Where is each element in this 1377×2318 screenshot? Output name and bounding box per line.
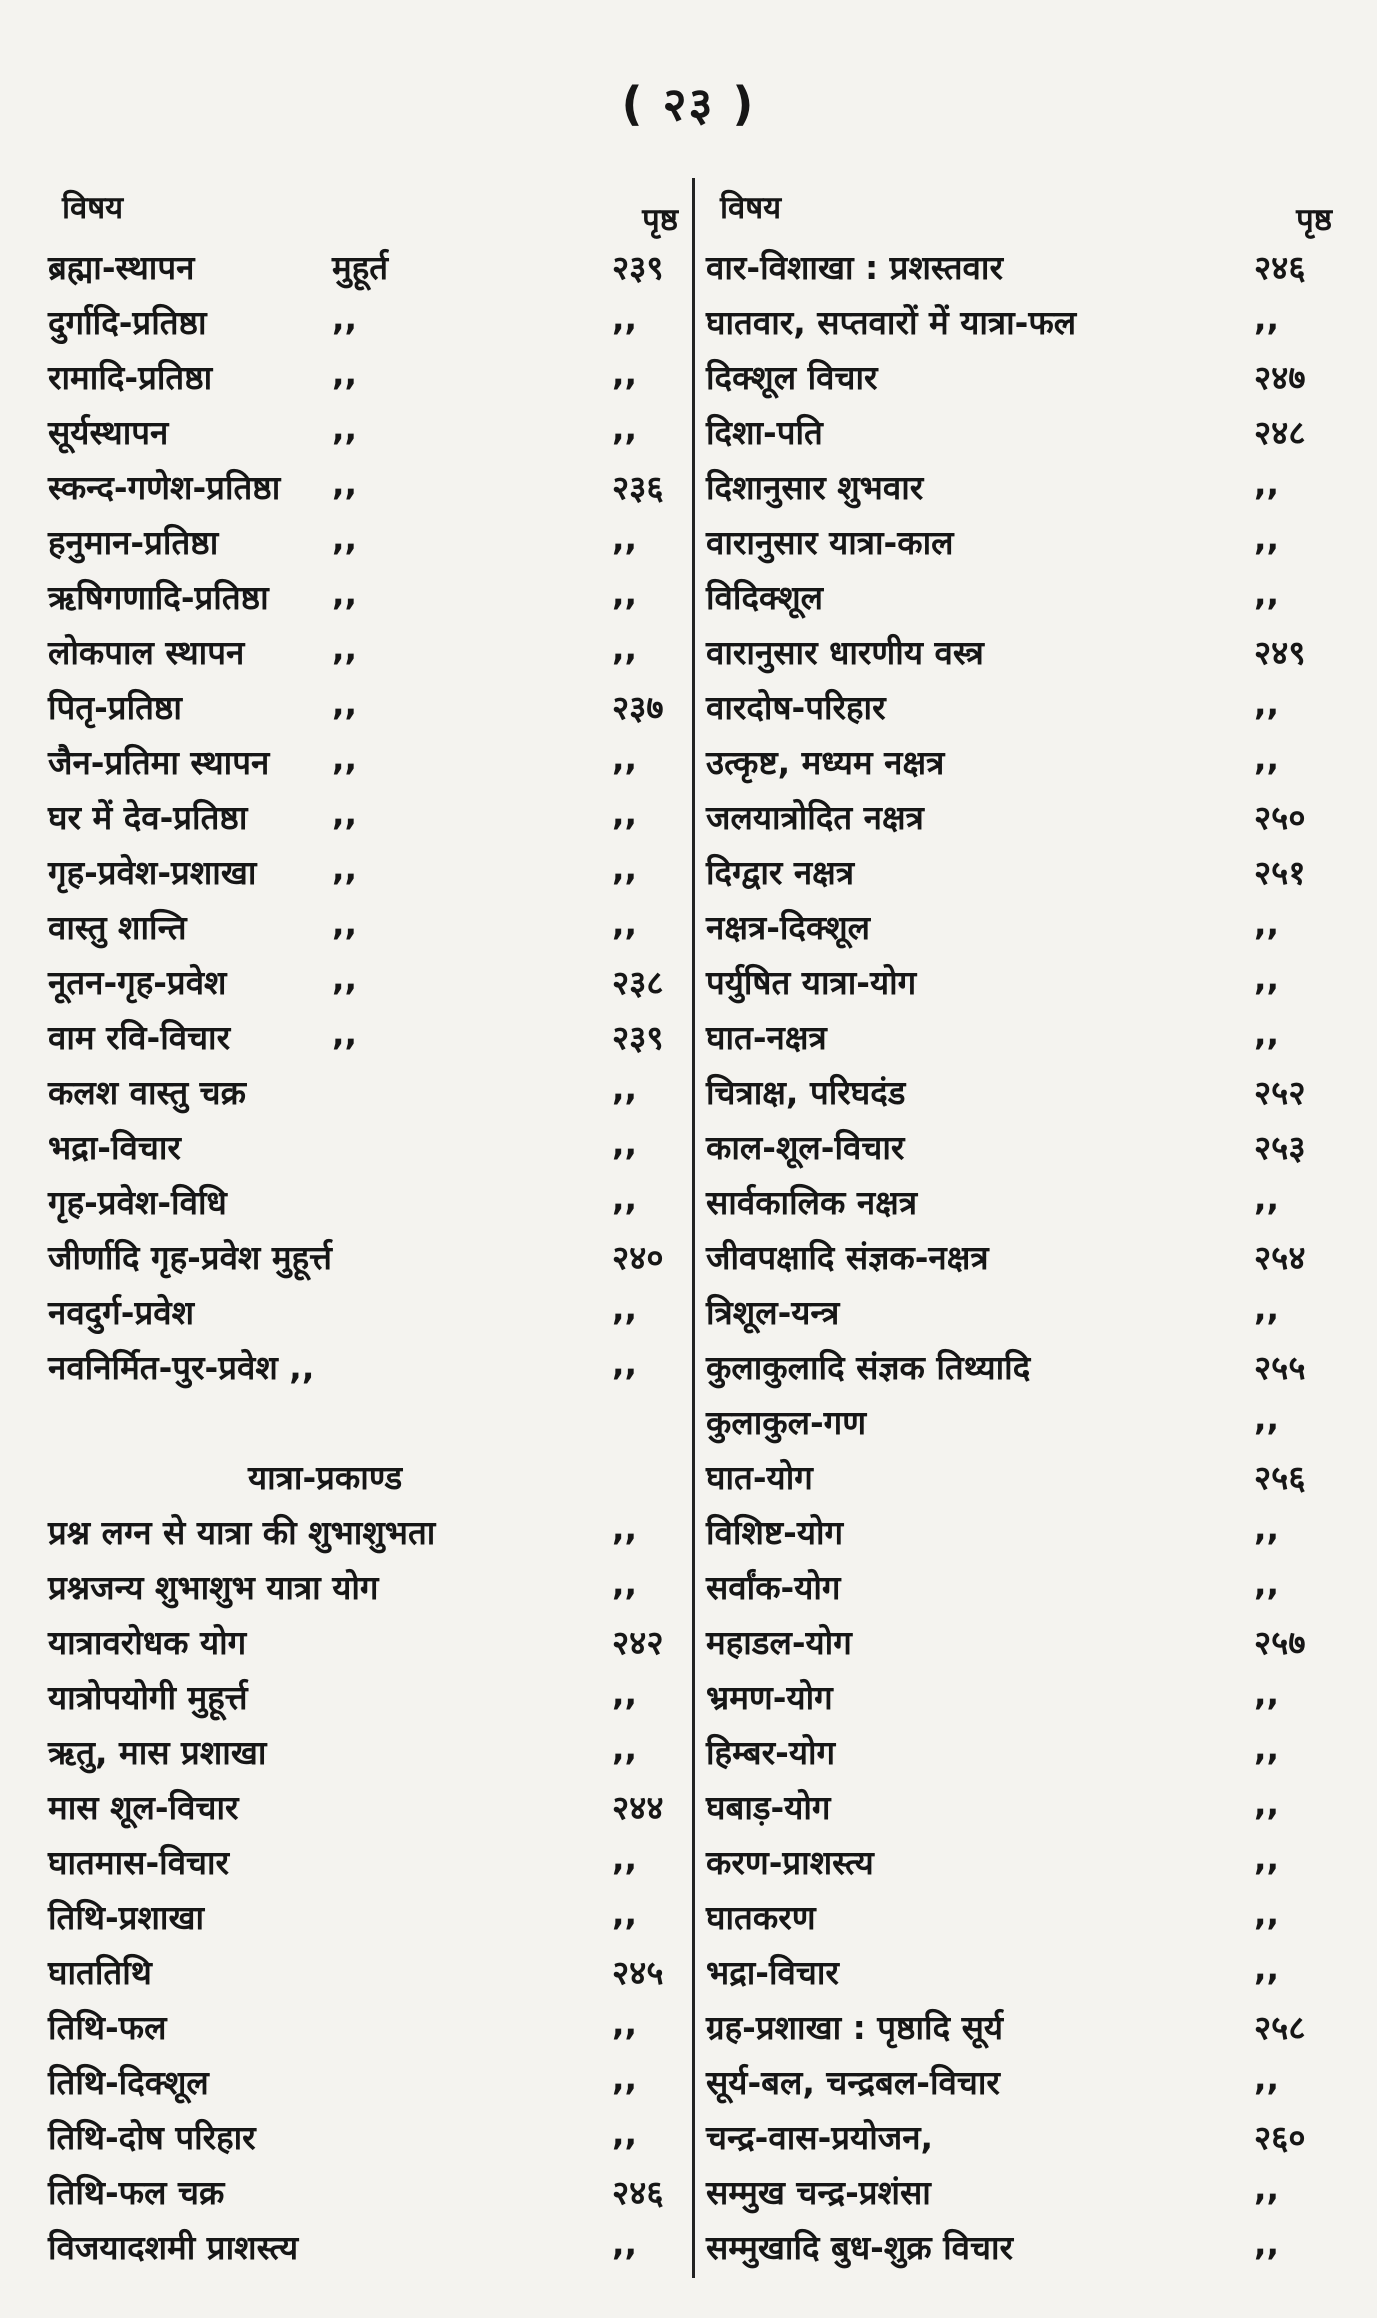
toc-entry: [706, 1173, 1334, 1228]
entry-page: ,,: [1254, 1674, 1280, 1713]
entry-page: ,,: [612, 2004, 638, 2043]
entry-page: २४६: [1254, 248, 1306, 287]
entry-title: सम्मुख चन्द्र-प्रशंसा: [706, 2173, 931, 2212]
toc-entry: [48, 348, 680, 403]
entry-page: ,,: [612, 1729, 638, 1768]
entry-title: हनुमान-प्रतिष्ठा: [48, 523, 219, 562]
toc-entry: [706, 1558, 1334, 1613]
entry-title: विदिक्शूल: [706, 578, 824, 617]
entry-title: तिथि-फल चक्र: [48, 2173, 225, 2212]
entry-ditto: ,,: [332, 464, 358, 503]
entry-page: ,,: [612, 2059, 638, 2098]
entry-title: जलयात्रोदित नक्षत्र: [706, 798, 924, 837]
entry-title: प्रश्नजन्य शुभाशुभ यात्रा योग: [48, 1568, 379, 1607]
entry-ditto: ,,: [332, 354, 358, 393]
entry-page: ,,: [1254, 1509, 1280, 1548]
toc-entry: [706, 1228, 1334, 1283]
toc-entry: [706, 1778, 1334, 1833]
entry-page: ,,: [612, 1674, 638, 1713]
toc-entry: [706, 2053, 1334, 2108]
entry-page: ,,: [612, 574, 638, 613]
toc-entry: [706, 2218, 1334, 2273]
entry-title: भ्रमण-योग: [706, 1678, 833, 1717]
entry-page: ,,: [612, 409, 638, 448]
entry-page: २५०: [1254, 798, 1306, 837]
toc-entry: [48, 403, 680, 458]
entry-title: दिग्द्वार नक्षत्र: [706, 853, 855, 892]
toc-entry: [706, 733, 1334, 788]
toc-entry: [48, 1613, 680, 1668]
entry-page: ,,: [1254, 684, 1280, 723]
entry-title: वास्तु शान्ति: [48, 908, 187, 947]
entry-title: भद्रा-विचार: [706, 1953, 839, 1992]
toc-entry: [48, 1998, 680, 2053]
toc-entry: [48, 1008, 680, 1063]
right-entries: [706, 238, 1334, 2273]
entry-title: घात-योग: [706, 1458, 813, 1497]
toc-entry: [706, 1723, 1334, 1778]
toc-entry: [48, 1228, 680, 1283]
toc-entry: [48, 953, 680, 1008]
entry-ditto: ,,: [332, 299, 358, 338]
entry-title: दिशा-पति: [706, 413, 823, 452]
right-column: [706, 178, 1334, 2273]
entry-page: २४८: [1254, 413, 1306, 452]
column-divider: [692, 178, 695, 2278]
entry-page: ,,: [612, 1069, 638, 1108]
entry-title: नवदुर्ग-प्रवेश: [48, 1293, 195, 1332]
entry-page: ,,: [612, 1894, 638, 1933]
page-header: पृष्ठ: [642, 202, 678, 238]
entry-title: घातकरण: [706, 1898, 816, 1937]
toc-entry: [48, 238, 680, 293]
entry-page: ,,: [1254, 2169, 1280, 2208]
entry-title: सम्मुखादि बुध-शुक्र विचार: [706, 2228, 1014, 2267]
toc-entry: [48, 1283, 680, 1338]
entry-title: वारानुसार धारणीय वस्त्र: [706, 633, 984, 672]
toc-entry: [48, 1338, 680, 1393]
entry-page: ,,: [612, 2114, 638, 2153]
entry-title: चित्राक्ष, परिघदंड: [706, 1073, 906, 1112]
entry-page: ,,: [1254, 1784, 1280, 1823]
entry-page: ,,: [1254, 1179, 1280, 1218]
entry-page: ,,: [1254, 1289, 1280, 1328]
entry-title: घबाड़-योग: [706, 1788, 831, 1827]
toc-entry: [706, 348, 1334, 403]
toc-entry: [706, 1943, 1334, 1998]
entry-ditto: ,,: [332, 1014, 358, 1053]
toc-entry: [706, 403, 1334, 458]
entry-page: २५५: [1254, 1348, 1306, 1387]
entry-ditto: ,,: [332, 849, 358, 888]
entry-page: २५२: [1254, 1073, 1306, 1112]
section-gap: [48, 1393, 680, 1448]
entry-title: गृह-प्रवेश-विधि: [48, 1183, 227, 1222]
entry-page: २३९: [612, 248, 664, 287]
entry-page: ,,: [612, 1564, 638, 1603]
entry-title: जैन-प्रतिमा स्थापन: [48, 743, 270, 782]
entry-page: ,,: [612, 849, 638, 888]
entry-page: ,,: [1254, 959, 1280, 998]
entry-page: २५१: [1254, 853, 1306, 892]
entry-title: लोकपाल स्थापन: [48, 633, 245, 672]
toc-entry: [706, 1008, 1334, 1063]
entry-title: सूर्यस्थापन: [48, 413, 169, 452]
entry-title: वाम रवि-विचार: [48, 1018, 231, 1057]
entry-ditto: ,,: [332, 409, 358, 448]
entry-title: वारानुसार यात्रा-काल: [706, 523, 954, 562]
toc-entry: [48, 1503, 680, 1558]
toc-entry: [706, 458, 1334, 513]
entry-page: ,,: [1254, 2059, 1280, 2098]
entry-title: सर्वांक-योग: [706, 1568, 841, 1607]
entry-title: कुलाकुल-गण: [706, 1403, 867, 1442]
toc-entry: [706, 678, 1334, 733]
entry-title: सूर्य-बल, चन्द्रबल-विचार: [706, 2063, 1000, 2102]
toc-entry: [706, 1063, 1334, 1118]
entry-title: ऋतु, मास प्रशाखा: [48, 1733, 267, 1772]
entry-page: ,,: [1254, 574, 1280, 613]
entry-title: वार-विशाखा : प्रशस्तवार: [706, 248, 1003, 287]
entry-title: ऋषिगणादि-प्रतिष्ठा: [48, 578, 269, 617]
entry-page: २५८: [1254, 2008, 1306, 2047]
toc-entry: [706, 788, 1334, 843]
entry-page: २३७: [612, 688, 664, 727]
toc-entry: [48, 2053, 680, 2108]
entry-title: नूतन-गृह-प्रवेश: [48, 963, 227, 1002]
toc-entry: [706, 238, 1334, 293]
entry-page: २४५: [612, 1953, 664, 1992]
entry-page: ,,: [1254, 1729, 1280, 1768]
entry-title: काल-शूल-विचार: [706, 1128, 905, 1167]
toc-entry: [706, 1668, 1334, 1723]
toc-entry: [48, 513, 680, 568]
toc-entry: [706, 898, 1334, 953]
toc-entry: [48, 1778, 680, 1833]
entry-title: घात-नक्षत्र: [706, 1018, 827, 1057]
toc-entry: [48, 1173, 680, 1228]
entry-page: ,,: [1254, 464, 1280, 503]
entry-title: यात्रावरोधक योग: [48, 1623, 247, 1662]
entry-page: ,,: [1254, 2224, 1280, 2263]
entry-title: मास शूल-विचार: [48, 1788, 239, 1827]
toc-entry: [48, 293, 680, 348]
entry-title: दुर्गादि-प्रतिष्ठा: [48, 303, 207, 342]
toc-entry: [48, 2108, 680, 2163]
entry-ditto: ,,: [332, 739, 358, 778]
entry-title: घातमास-विचार: [48, 1843, 230, 1882]
toc-entry: [706, 1393, 1334, 1448]
toc-entry: [706, 1613, 1334, 1668]
left-header: [48, 178, 680, 238]
entry-page: ,,: [612, 1509, 638, 1548]
toc-entry: [706, 953, 1334, 1008]
entry-page: ,,: [612, 519, 638, 558]
entry-title: तिथि-दिक्शूल: [48, 2063, 209, 2102]
entry-page: २५६: [1254, 1458, 1306, 1497]
toc-entry: [706, 1998, 1334, 2053]
entry-title: भद्रा-विचार: [48, 1128, 181, 1167]
entry-page: ,,: [612, 299, 638, 338]
entry-title: यात्रोपयोगी मुहूर्त्त: [48, 1678, 248, 1717]
right-header: [706, 178, 1334, 238]
entry-ditto: ,,: [332, 519, 358, 558]
section-heading-text: यात्रा-प्रकाण्ड: [248, 1458, 403, 1497]
entry-title: तिथि-प्रशाखा: [48, 1898, 204, 1937]
entry-page: २४६: [612, 2173, 664, 2212]
entry-title: घाततिथि: [48, 1953, 152, 1992]
toc-entry: [48, 1723, 680, 1778]
subject-header: विषय: [62, 190, 124, 226]
toc-entry: [706, 293, 1334, 348]
entry-page: ,,: [612, 1179, 638, 1218]
entry-title: करण-प्राशस्त्य: [706, 1843, 874, 1882]
entry-title: जीर्णादि गृह-प्रवेश मुहूर्त्त: [48, 1238, 332, 1277]
entry-page: २३९: [612, 1018, 664, 1057]
toc-entry: [48, 1558, 680, 1613]
entry-page: ,,: [612, 739, 638, 778]
entry-page: २४९: [1254, 633, 1306, 672]
entry-page: ,,: [612, 794, 638, 833]
entry-page: ,,: [612, 1344, 638, 1383]
entry-page: ,,: [612, 629, 638, 668]
entry-page: २३६: [612, 468, 664, 507]
entry-ditto: ,,: [332, 684, 358, 723]
toc-entry: [706, 1283, 1334, 1338]
entry-page: ,,: [612, 354, 638, 393]
entry-title: कलश वास्तु चक्र: [48, 1073, 246, 1112]
toc-entry: [48, 678, 680, 733]
toc-entry: [706, 623, 1334, 678]
toc-entry: [706, 2163, 1334, 2218]
toc-entry: [48, 568, 680, 623]
entry-page: २४०: [612, 1238, 664, 1277]
toc-entry: [48, 1888, 680, 1943]
entry-page: २५३: [1254, 1128, 1306, 1167]
entry-title: विजयादशमी प्राशस्त्य: [48, 2228, 299, 2267]
entry-page: २६०: [1254, 2118, 1306, 2157]
entry-ditto: ,,: [332, 794, 358, 833]
entry-page: २४७: [1254, 358, 1306, 397]
entry-title: ब्रह्मा-स्थापन: [48, 248, 195, 287]
entry-page: ,,: [612, 2224, 638, 2263]
toc-entry: [48, 843, 680, 898]
entry-page: ,,: [1254, 1014, 1280, 1053]
entry-title: जीवपक्षादि संज्ञक-नक्षत्र: [706, 1238, 989, 1277]
entry-page: २५४: [1254, 1238, 1306, 1277]
entry-page: २४२: [612, 1623, 664, 1662]
entry-title: सार्वकालिक नक्षत्र: [706, 1183, 918, 1222]
entry-page: ,,: [1254, 1399, 1280, 1438]
entry-title: दिक्शूल विचार: [706, 358, 878, 397]
toc-entry: [48, 788, 680, 843]
entry-page: ,,: [612, 904, 638, 943]
entry-title: पर्युषित यात्रा-योग: [706, 963, 917, 1002]
toc-entry: [706, 1888, 1334, 1943]
toc-entry: [706, 1503, 1334, 1558]
entry-page: ,,: [1254, 299, 1280, 338]
entry-page: ,,: [612, 1124, 638, 1163]
entry-ditto: ,,: [332, 959, 358, 998]
toc-entry: [706, 1338, 1334, 1393]
toc-entry: [706, 843, 1334, 898]
toc-entry: [706, 1833, 1334, 1888]
entry-title: रामादि-प्रतिष्ठा: [48, 358, 213, 397]
toc-entry: [48, 1063, 680, 1118]
entry-title: घातवार, सप्तवारों में यात्रा-फल: [706, 303, 1077, 342]
entry-title: गृह-प्रवेश-प्रशाखा: [48, 853, 257, 892]
toc-entry: [706, 568, 1334, 623]
entry-page: ,,: [1254, 519, 1280, 558]
left-column: [48, 178, 680, 2273]
toc-entry: [48, 1833, 680, 1888]
toc-entry: [706, 1118, 1334, 1173]
entry-page: ,,: [1254, 1949, 1280, 1988]
entry-page: ,,: [1254, 1839, 1280, 1878]
toc-entry: [48, 1943, 680, 1998]
toc-entry: [706, 513, 1334, 568]
entry-page: ,,: [1254, 1564, 1280, 1603]
entry-ditto: मुहूर्त: [332, 248, 389, 287]
entry-title: पितृ-प्रतिष्ठा: [48, 688, 182, 727]
section-heading: [48, 1448, 680, 1503]
entry-title: महाडल-योग: [706, 1623, 852, 1662]
entry-title: ग्रह-प्रशाखा : पृष्ठादि सूर्य: [706, 2008, 1004, 2047]
toc-entry: [706, 2108, 1334, 2163]
entry-ditto: ,,: [332, 629, 358, 668]
page-number: ( २३ ): [621, 77, 756, 131]
toc-entry: [48, 2163, 680, 2218]
entry-page: ,,: [612, 1289, 638, 1328]
entry-title: उत्कृष्ट, मध्यम नक्षत्र: [706, 743, 945, 782]
entry-title: तिथि-दोष परिहार: [48, 2118, 256, 2157]
entry-title: विशिष्ट-योग: [706, 1513, 844, 1552]
entry-title: चन्द्र-वास-प्रयोजन,: [706, 2118, 934, 2157]
entry-title: हिम्बर-योग: [706, 1733, 836, 1772]
entry-page: ,,: [1254, 1894, 1280, 1933]
toc-entry: [48, 2218, 680, 2273]
subject-header: विषय: [720, 190, 782, 226]
entry-title: नवनिर्मित-पुर-प्रवेश ,,: [48, 1348, 315, 1387]
entry-title: नक्षत्र-दिक्शूल: [706, 908, 871, 947]
toc-entry: [48, 733, 680, 788]
entry-title: त्रिशूल-यन्त्र: [706, 1293, 840, 1332]
left-entries-b: [48, 1503, 680, 2273]
entry-title: स्कन्द-गणेश-प्रतिष्ठा: [48, 468, 281, 507]
left-entries-a: [48, 238, 680, 1393]
entry-title: प्रश्न लग्न से यात्रा की शुभाशुभता: [48, 1513, 436, 1552]
entry-title: दिशानुसार शुभवार: [706, 468, 924, 507]
entry-title: तिथि-फल: [48, 2008, 167, 2047]
entry-page: ,,: [1254, 739, 1280, 778]
entry-page: २३८: [612, 963, 664, 1002]
entry-title: घर में देव-प्रतिष्ठा: [48, 798, 248, 837]
entry-ditto: ,,: [332, 904, 358, 943]
entry-title: कुलाकुलादि संज्ञक तिथ्यादि: [706, 1348, 1031, 1387]
page-header: पृष्ठ: [1296, 202, 1332, 238]
toc-entry: [706, 1448, 1334, 1503]
entry-title: वारदोष-परिहार: [706, 688, 886, 727]
toc-entry: [48, 1118, 680, 1173]
entry-page: ,,: [1254, 904, 1280, 943]
entry-page: ,,: [612, 1839, 638, 1878]
entry-page: २४४: [612, 1788, 664, 1827]
entry-page: २५७: [1254, 1623, 1306, 1662]
toc-entry: [48, 458, 680, 513]
toc-entry: [48, 1668, 680, 1723]
toc-entry: [48, 898, 680, 953]
entry-ditto: ,,: [332, 574, 358, 613]
toc-entry: [48, 623, 680, 678]
